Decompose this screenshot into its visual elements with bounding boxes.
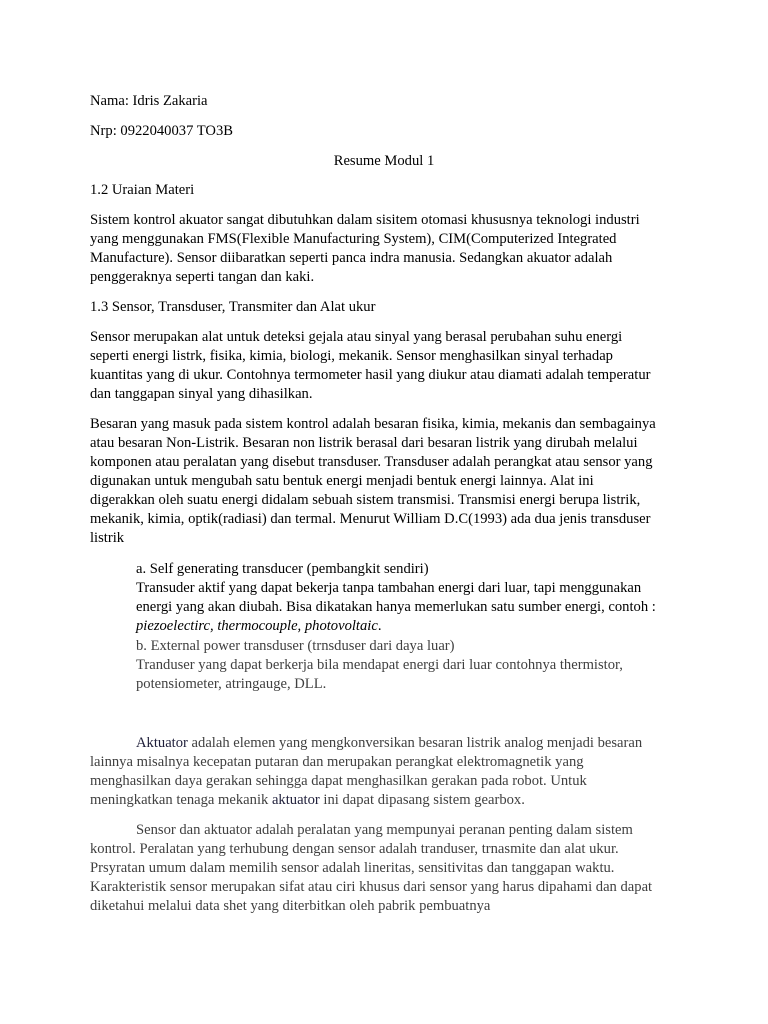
paragraph-line: kuantitas yang di ukur. Contohnya termometer hasil yang diukur atau diamati adalah temperatur [90,367,651,383]
aktuator-line-4 [90,791,525,810]
paragraph-line: seperti energi listrk, fisika, kimia, biologi, mekanik. Sensor menghasilkan sinyal terhadap [90,348,613,364]
aktuator-term-2: aktuator [271,792,320,808]
paragraph-line: penggeraknya seperti tangan dan kaki. [90,269,315,285]
section-heading-1-3: 1.3 Sensor, Transduser, Transmiter dan Alat ukur [90,299,376,315]
list-item-b-title: b. External power transduser (trnsduser dari daya luar) [136,638,455,654]
examples-italic: piezoelectirc, thermocouple, photovoltaic [136,618,378,634]
aktuator-line-1 [136,734,642,753]
student-nrp: Nrp: 0922040037 TO3B [90,123,233,139]
list-item-a-title: a. Self generating transducer (pembangkit sendiri) [136,561,429,577]
aktuator-line-3: menghasilkan daya gerakan sehingga dapat menghasilkan gerakan pada robot. Untuk [90,773,587,789]
list-item-b-text: Tranduser yang dapat berkerja bila mendapat energi dari luar contohnya thermistor, [136,657,623,673]
paragraph-line: komponen atau peralatan yang disebut transduser. Transduser adalah perangkat atau sensor yang [90,454,653,470]
examples-period: . [377,618,382,634]
closing-line-3: Prsyratan umum dalam memilih sensor adalah lineritas, sensitivitas dan tanggapan waktu. [90,860,615,876]
paragraph-line: Manufacture). Sensor diibaratkan seperti panca indra manusia. Sedangkan akuator adalah [90,250,613,266]
paragraph-line: Sistem kontrol akuator sangat dibutuhkan dalam sisitem otomasi khususnya teknologi industri [90,212,640,228]
paragraph-line: yang menggunakan FMS(Flexible Manufacturing System), CIM(Computerized Integrated [90,231,617,247]
paragraph-line: mekanik, kimia, optik(radiasi) dan termal. Menurut William D.C(1993) ada dua jenis transduser [90,511,651,527]
paragraph-line: digerakkan oleh suatu energi didalam sebuah sistem transmisi. Transmisi energi berupa listrik, [90,492,641,508]
aktuator-line-1-rest: adalah elemen yang mengkonversikan besaran listrik analog menjadi besaran [187,735,643,751]
paragraph-line: atau besaran Non-Listrik. Besaran non listrik berasal dari besaran listrik yang dirubah melalui [90,435,638,451]
list-item-a-text: Transuder aktif yang dapat bekerja tanpa tambahan energi dari luar, tapi menggunakan [136,580,642,596]
student-name: Nama: Idris Zakaria [90,93,208,109]
aktuator-line-2: lainnya misalnya kecepatan putaran dan merupakan perangkat elektromagnetik yang [90,754,584,770]
document-title: Resume Modul 1 [333,153,435,169]
closing-line-5: diketahui melalui data shet yang diterbitkan oleh pabrik pembuatnya [90,898,491,914]
paragraph-line: Besaran yang masuk pada sistem kontrol adalah besaran fisika, kimia, mekanis dan sembagainya [90,416,656,432]
paragraph-line: Sensor merupakan alat untuk deteksi gejala atau sinyal yang berasal perubahan suhu energi [90,329,623,345]
aktuator-term: Aktuator [136,735,188,751]
closing-line-2: kontrol. Peralatan yang terhubung dengan sensor adalah tranduser, trnasmite dan alat ukur. [90,841,619,857]
list-item-a-examples [136,617,381,636]
closing-line-4: Karakteristik sensor merupakan sifat atau ciri khusus dari sensor yang harus dipahami dan dapat [90,879,653,895]
paragraph-line: dan tanggapan sinyal yang dihasilkan. [90,386,313,402]
paragraph-line: listrik [90,530,125,546]
paragraph-line: digunakan untuk mengubah satu bentuk energi menjadi bentuk energi lainnya. Alat ini [90,473,594,489]
list-item-b-text: potensiometer, atringauge, DLL. [136,676,327,692]
closing-line-1: Sensor dan aktuator adalah peralatan yang mempunyai peranan penting dalam sistem [136,822,633,838]
section-heading-1-2: 1.2 Uraian Materi [90,182,195,198]
aktuator-line-4-post: ini dapat dipasang sistem gearbox. [319,792,525,808]
list-item-a-text: energi yang akan diubah. Bisa dikatakan hanya memerlukan satu sumber energi, contoh : [136,599,656,615]
aktuator-line-4-pre: meningkatkan tenaga mekanik [90,792,272,808]
